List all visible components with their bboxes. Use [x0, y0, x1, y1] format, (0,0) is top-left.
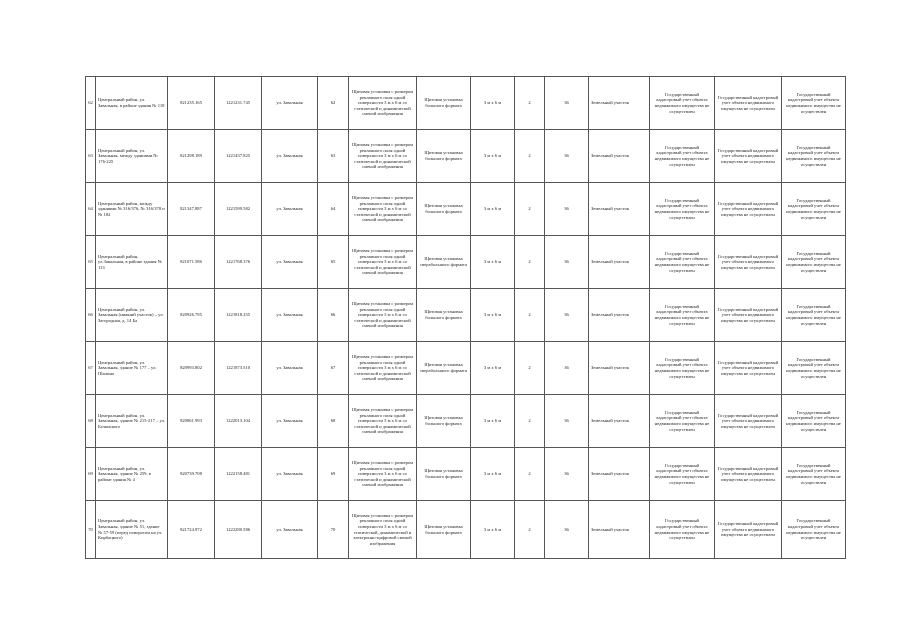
cadastre-note-3: Государственный кадастровый учет объекта недвижимого имущества не осуществлен [782, 183, 846, 236]
cadastre-note-3: Государственный кадастровый учет объекта недвижимого имущества не осуществлен [782, 501, 846, 559]
land-cell: Земельный участок [589, 289, 650, 342]
street-cell: ул. Завальная [262, 448, 318, 501]
coord-y-cell: 1222158.481 [215, 448, 262, 501]
size-cell: 3 м х 6 м [471, 448, 515, 501]
coord-x-cell: 820861.993 [168, 395, 215, 448]
land-cell: Земельный участок [589, 77, 650, 130]
cadastre-note-1: Государственный кадастровый учет объекта недвижимого имущества не осуществлен [650, 130, 715, 183]
description-cell: Щитовая установка с размером рекламного поля одной поверхности 3 м х 6 м со статической и динамической сменой изображения [349, 130, 417, 183]
type-cell: Щитовая установка сверхбольшого формата [417, 236, 471, 289]
area-cell: 36 [545, 77, 589, 130]
cadastre-note-3: Государственный кадастровый учет объекта недвижимого имущества не осуществлен [782, 342, 846, 395]
cadastre-note-2: Государственный кадастровый учет объекта недвижимого имущества не осуществлен [715, 395, 782, 448]
code-cell: 63 [318, 130, 349, 183]
cadastre-note-3: Государственный кадастровый учет объекта недвижимого имущества не осуществлен [782, 77, 846, 130]
size-cell: 3 м х 6 м [471, 130, 515, 183]
area-cell: 36 [545, 342, 589, 395]
coord-x-cell: 820926.795 [168, 289, 215, 342]
code-cell: 64 [318, 183, 349, 236]
type-cell: Щитовая установка большого формата [417, 395, 471, 448]
table-row [86, 448, 846, 501]
coord-x-cell: 821071.586 [168, 236, 215, 289]
cadastre-note-1: Государственный кадастровый учет объекта недвижимого имущества не осуществлен [650, 448, 715, 501]
address-cell: Центральный район, ул. Завальная (нижний участок) – ул. Загородная, д. 14 Ба [96, 289, 168, 342]
row-number: 67 [86, 342, 96, 395]
coord-x-cell: 820739.708 [168, 448, 215, 501]
row-number: 69 [86, 448, 96, 501]
size-cell: 3 м х 6 м [471, 77, 515, 130]
coord-y-cell: 1222280.586 [215, 501, 262, 559]
land-cell: Земельный участок [589, 183, 650, 236]
coord-y-cell: 1221818.255 [215, 289, 262, 342]
code-cell: 65 [318, 236, 349, 289]
row-number: 70 [86, 501, 96, 559]
sides-cell: 2 [515, 342, 545, 395]
coord-y-cell: 1221873.510 [215, 342, 262, 395]
address-cell: Центральный район, между зданиями № 316/376, № 316/378 и № 182 [96, 183, 168, 236]
sides-cell: 2 [515, 130, 545, 183]
land-cell: Земельный участок [589, 501, 650, 559]
table-row [86, 77, 846, 130]
cadastre-note-2: Государственный кадастровый учет объекта недвижимого имущества не осуществлен [715, 501, 782, 559]
size-cell: 3 м х 6 м [471, 342, 515, 395]
description-cell: Щитовая установка с размером рекламного поля одной поверхности 3 м х 6 м со статической и динамической сменой изображения [349, 183, 417, 236]
cadastre-note-2: Государственный кадастровый учет объекта недвижимого имущества не осуществлен [715, 289, 782, 342]
sides-cell: 2 [515, 395, 545, 448]
coord-x-cell: 821347.887 [168, 183, 215, 236]
table-row [86, 183, 846, 236]
street-cell: ул. Завальная [262, 77, 318, 130]
cadastre-note-1: Государственный кадастровый учет объекта недвижимого имущества не осуществлен [650, 395, 715, 448]
cadastre-note-2: Государственный кадастровый учет объекта недвижимого имущества не осуществлен [715, 236, 782, 289]
area-cell: 36 [545, 236, 589, 289]
sides-cell: 2 [515, 77, 545, 130]
address-cell: Центральный район, ул. Завальная, здание № 215-217 – ул. Белинского [96, 395, 168, 448]
code-cell: 62 [318, 77, 349, 130]
code-cell: 66 [318, 289, 349, 342]
table-row [86, 289, 846, 342]
type-cell: Щитовая установка большого формата [417, 130, 471, 183]
coord-x-cell: 821235.165 [168, 77, 215, 130]
code-cell: 69 [318, 448, 349, 501]
street-cell: ул. Завальная [262, 395, 318, 448]
address-cell: Центральный район, ул. Завальная, между зданиями № 176-225 [96, 130, 168, 183]
coord-x-cell: 820993.802 [168, 342, 215, 395]
cadastre-note-3: Государственный кадастровый учет объекта недвижимого имущества не осуществлен [782, 289, 846, 342]
description-cell: Щитовая установка с размером рекламного поля одной поверхности 3 м х 6 м со статической и динамической сменой изображения [349, 77, 417, 130]
code-cell: 68 [318, 395, 349, 448]
row-number: 65 [86, 236, 96, 289]
size-cell: 3 м х 6 м [471, 183, 515, 236]
cadastre-note-2: Государственный кадастровый учет объекта недвижимого имущества не осуществлен [715, 77, 782, 130]
table-row [86, 130, 846, 183]
sides-cell: 2 [515, 448, 545, 501]
cadastre-note-1: Государственный кадастровый учет объекта недвижимого имущества не осуществлен [650, 289, 715, 342]
street-cell: ул. Завальная [262, 130, 318, 183]
type-cell: Щитовая установка большого формата [417, 501, 471, 559]
type-cell: Щитовая установка большого формата [417, 77, 471, 130]
address-cell: Центральный район, ул.Завальная, в районе здания № 113 [96, 236, 168, 289]
area-cell: 36 [545, 130, 589, 183]
cadastre-note-1: Государственный кадастровый учет объекта недвижимого имущества не осуществлен [650, 183, 715, 236]
coord-y-cell: 1221437.825 [215, 130, 262, 183]
coord-x-cell: 821298.189 [168, 130, 215, 183]
coord-y-cell: 1221231.745 [215, 77, 262, 130]
area-cell: 36 [545, 448, 589, 501]
type-cell: Щитовая установка большого формата [417, 448, 471, 501]
coord-y-cell: 1222013.104 [215, 395, 262, 448]
row-number: 63 [86, 130, 96, 183]
street-cell: ул. Завальная [262, 289, 318, 342]
sides-cell: 2 [515, 501, 545, 559]
cadastre-note-2: Государственный кадастровый учет объекта недвижимого имущества не осуществлен [715, 448, 782, 501]
table-row [86, 501, 846, 559]
cadastre-note-3: Государственный кадастровый учет объекта недвижимого имущества не осуществлен [782, 448, 846, 501]
size-cell: 3 м х 6 м [471, 236, 515, 289]
address-cell: Центральный район, ул. Завальная, здание № 51, здание № 57-59 (перед поворотом на ул. Кирбацкого) [96, 501, 168, 559]
street-cell: ул. Завальная [262, 342, 318, 395]
row-number: 68 [86, 395, 96, 448]
address-cell: Центральный район, ул. Завальная, здание № 259, в районе здания № 4 [96, 448, 168, 501]
coord-y-cell: 1221599.582 [215, 183, 262, 236]
area-cell: 36 [545, 289, 589, 342]
cadastre-note-3: Государственный кадастровый учет объекта недвижимого имущества не осуществлен [782, 130, 846, 183]
coord-y-cell: 1221768.376 [215, 236, 262, 289]
sides-cell: 2 [515, 289, 545, 342]
street-cell: ул. Завальная [262, 183, 318, 236]
description-cell: Щитовая установка с размером рекламного поля одной поверхности 3 м х 6 м со статической и динамической сменой изображения [349, 395, 417, 448]
row-number: 62 [86, 77, 96, 130]
description-cell: Щитовая установка с размером рекламного поля одной поверхности 3 м х 6 м со статической, динамической и электронно-цифровой сменой изображения [349, 501, 417, 559]
sides-cell: 2 [515, 183, 545, 236]
table-row [86, 342, 846, 395]
sides-cell: 2 [515, 236, 545, 289]
table-row [86, 236, 846, 289]
street-cell: ул. Завальная [262, 501, 318, 559]
type-cell: Щитовая установка большого формата [417, 183, 471, 236]
land-cell: Земельный участок [589, 395, 650, 448]
cadastre-note-1: Государственный кадастровый учет объекта недвижимого имущества не осуществлен [650, 236, 715, 289]
cadastre-note-1: Государственный кадастровый учет объекта недвижимого имущества не осуществлен [650, 342, 715, 395]
description-cell: Щитовая установка с размером рекламного поля одной поверхности 3 м х 6 м со статической и динамической сменой изображения [349, 236, 417, 289]
code-cell: 67 [318, 342, 349, 395]
type-cell: Щитовая установка большого формата [417, 289, 471, 342]
description-cell: Щитовая установка с размером рекламного поля одной поверхности 3 м х 6 м со статической и динамической сменой изображения [349, 342, 417, 395]
land-cell: Земельный участок [589, 130, 650, 183]
row-number: 66 [86, 289, 96, 342]
address-cell: Центральный район, ул. Завальная, здание № 177 – ул. Шалина [96, 342, 168, 395]
description-cell: Щитовая установка с размером рекламного поля одной поверхности 3 м х 6 м со статической и динамической сменой изображения [349, 448, 417, 501]
area-cell: 36 [545, 183, 589, 236]
land-cell: Земельный участок [589, 236, 650, 289]
cadastre-note-2: Государственный кадастровый учет объекта недвижимого имущества не осуществлен [715, 130, 782, 183]
size-cell: 3 м х 6 м [471, 501, 515, 559]
area-cell: 36 [545, 501, 589, 559]
cadastre-note-1: Государственный кадастровый учет объекта недвижимого имущества не осуществлен [650, 501, 715, 559]
land-cell: Земельный участок [589, 342, 650, 395]
land-cell: Земельный участок [589, 448, 650, 501]
area-cell: 36 [545, 395, 589, 448]
size-cell: 3 м х 6 м [471, 395, 515, 448]
registry-table [85, 76, 846, 559]
cadastre-note-3: Государственный кадастровый учет объекта недвижимого имущества не осуществлен [782, 395, 846, 448]
cadastre-note-2: Государственный кадастровый учет объекта недвижимого имущества не осуществлен [715, 342, 782, 395]
code-cell: 70 [318, 501, 349, 559]
street-cell: ул. Завальная [262, 236, 318, 289]
description-cell: Щитовая установка с размером рекламного поля одной поверхности 3 м х 6 м со статической и динамической сменой изображения [349, 289, 417, 342]
cadastre-note-2: Государственный кадастровый учет объекта недвижимого имущества не осуществлен [715, 183, 782, 236]
coord-x-cell: 821724.972 [168, 501, 215, 559]
table-row [86, 395, 846, 448]
address-cell: Центральный район, ул. Завальная, в районе здания № 118 [96, 77, 168, 130]
cadastre-note-1: Государственный кадастровый учет объекта недвижимого имущества не осуществлен [650, 77, 715, 130]
row-number: 64 [86, 183, 96, 236]
cadastre-note-3: Государственный кадастровый учет объекта недвижимого имущества не осуществлен [782, 236, 846, 289]
size-cell: 3 м х 6 м [471, 289, 515, 342]
type-cell: Щитовая установка сверхбольшого формата [417, 342, 471, 395]
